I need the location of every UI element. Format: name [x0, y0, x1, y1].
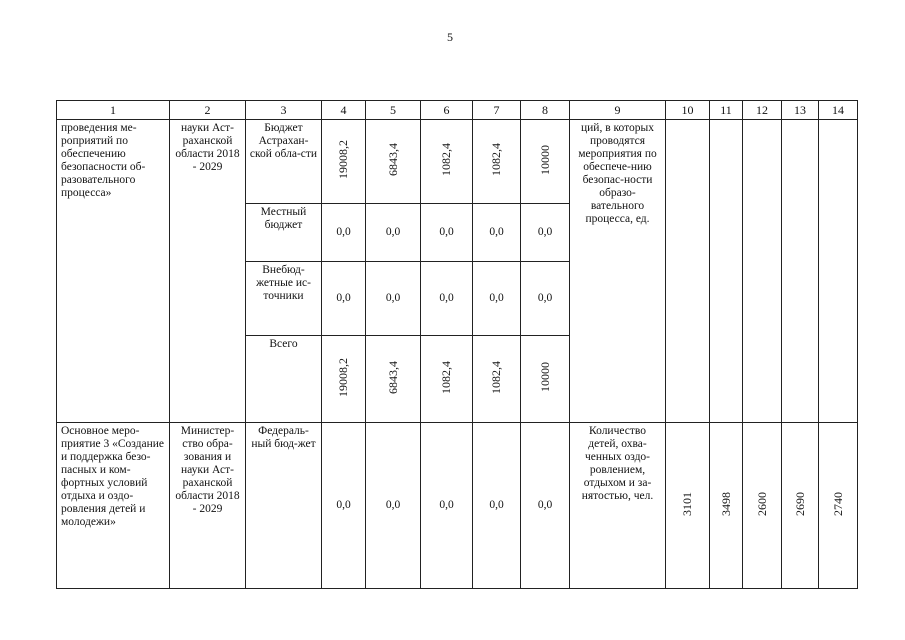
indicator-name-cell: Количество детей, охва-ченных оздо-ровлением, отдыхом и за-нятостью, чел. [570, 423, 666, 589]
funding-source-cell: Бюджет Астрахан-ской обла-сти [246, 120, 322, 204]
header-cell: 5 [366, 101, 421, 120]
header-row [57, 101, 858, 120]
value-cell: 0,0 [473, 262, 521, 336]
value-text: 19008,2 [336, 357, 350, 397]
value-cell: 0,0 [366, 423, 421, 589]
value-text: 1082,4 [439, 360, 453, 394]
value-text: 6843,4 [385, 360, 400, 394]
indicator-cell [666, 423, 710, 589]
indicator-value: 2600 [754, 491, 769, 516]
value-cell: 0,0 [473, 204, 521, 262]
value-cell [473, 120, 521, 204]
header-cell: 11 [710, 101, 743, 120]
indicator-cell [710, 120, 743, 423]
header-cell: 3 [246, 101, 322, 120]
indicator-cell [743, 423, 782, 589]
value-text: 1082,4 [489, 143, 503, 176]
event-name-cell: проведения ме-роприятий по обеспечению безопасности об-разовательного процесса» [57, 120, 170, 423]
indicator-value: 3101 [680, 491, 694, 516]
indicator-cell [819, 120, 858, 423]
value-cell: 0,0 [366, 262, 421, 336]
value-cell: 0,0 [521, 262, 570, 336]
value-cell: 0,0 [322, 204, 366, 262]
indicator-cell [743, 120, 782, 423]
header-cell: 10 [666, 101, 710, 120]
header-cell: 9 [570, 101, 666, 120]
indicator-cell [819, 423, 858, 589]
indicator-value: 2690 [792, 491, 807, 516]
value-cell [322, 336, 366, 423]
value-cell [521, 336, 570, 423]
value-cell: 0,0 [322, 423, 366, 589]
funding-source-cell: Внебюд-жетные ис-точники [246, 262, 322, 336]
value-cell: 0,0 [366, 204, 421, 262]
table-row [57, 120, 858, 204]
executor-cell: науки Аст-раханской области 2018 - 2029 [170, 120, 246, 423]
value-text: 6843,4 [385, 143, 400, 176]
indicator-cell [782, 120, 819, 423]
value-text: 1082,4 [489, 360, 503, 394]
value-cell: 0,0 [473, 423, 521, 589]
indicator-name-cell: ций, в которых проводятся мероприятия по обеспече-нию безопас-ности образо-вательного процесса, ед. [570, 120, 666, 423]
page-number: 5 [447, 30, 453, 44]
value-text: 1082,4 [439, 143, 453, 176]
value-cell [473, 336, 521, 423]
indicator-cell [710, 423, 743, 589]
table-row [57, 423, 858, 589]
header-cell: 7 [473, 101, 521, 120]
funding-source-cell: Местный бюджет [246, 204, 322, 262]
header-cell: 6 [421, 101, 473, 120]
header-cell: 1 [57, 101, 170, 120]
header-cell: 8 [521, 101, 570, 120]
value-cell: 0,0 [421, 204, 473, 262]
value-cell: 0,0 [421, 262, 473, 336]
indicator-cell [782, 423, 819, 589]
indicator-value: 3498 [718, 491, 733, 516]
value-cell: 0,0 [421, 423, 473, 589]
value-cell [322, 120, 366, 204]
indicator-value: 2740 [830, 491, 845, 516]
value-cell [521, 120, 570, 204]
header-cell: 14 [819, 101, 858, 120]
executor-cell: Министер-ство обра-зования и науки Аст-раханской области 2018 - 2029 [170, 423, 246, 589]
funding-source-cell: Федераль-ный бюд-жет [246, 423, 322, 589]
value-cell [366, 120, 421, 204]
indicator-cell [666, 120, 710, 423]
header-cell: 2 [170, 101, 246, 120]
value-text: 19008,2 [336, 140, 350, 179]
header-cell: 12 [743, 101, 782, 120]
header-cell: 4 [322, 101, 366, 120]
value-cell [366, 336, 421, 423]
value-cell: 0,0 [322, 262, 366, 336]
value-text: 10000 [537, 144, 552, 175]
funding-source-cell: Всего [246, 336, 322, 423]
value-cell [421, 120, 473, 204]
value-text: 10000 [537, 362, 552, 392]
event-name-cell: Основное меро-приятие 3 «Создание и поддержка безо-пасных и ком-фортных условий отдыха и оздо-ровления детей и молодежи» [57, 423, 170, 589]
value-cell: 0,0 [521, 423, 570, 589]
budget-table [56, 100, 858, 589]
value-cell [421, 336, 473, 423]
header-cell: 13 [782, 101, 819, 120]
value-cell: 0,0 [521, 204, 570, 262]
